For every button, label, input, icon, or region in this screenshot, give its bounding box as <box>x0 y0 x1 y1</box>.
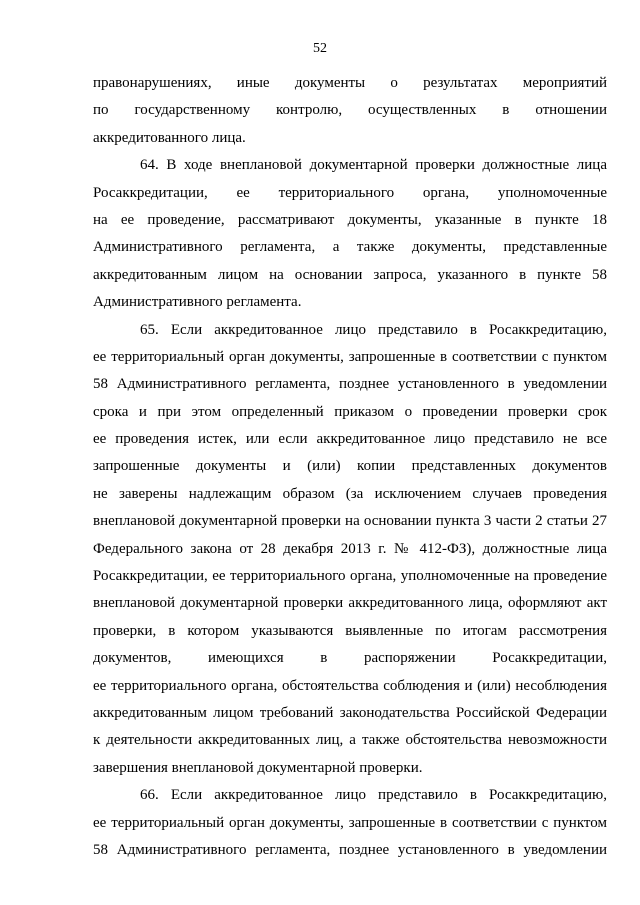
text-line: ее проведения истек, или если аккредитованное лицо представило не все <box>93 431 607 448</box>
text-line: ее территориальный орган документы, запрошенные в соответствии с пунктом <box>93 814 607 831</box>
text-line: Росаккредитации, ее территориального органа, уполномоченные на проведение <box>93 568 607 585</box>
document-body <box>93 70 607 864</box>
text-line: завершения внеплановой документарной проверки. <box>93 759 423 776</box>
text-line: к деятельности аккредитованных лиц, а также обстоятельства невозможности <box>93 732 607 749</box>
text-line: на ее проведение, рассматривают документы, указанные в пункте 18 <box>93 211 607 228</box>
text-line: Росаккредитации, ее территориального органа, уполномоченные <box>93 184 607 201</box>
page-number: 52 <box>313 41 327 56</box>
text-line: внеплановой документарной проверки аккредитованного лица, оформляют акт <box>93 595 607 612</box>
text-line: срока и при этом определенный приказом о проведении проверки срок <box>93 403 607 420</box>
text-line: запрошенные документы и (или) копии представленных документов <box>93 458 607 475</box>
paragraph-64-start: 64. В ходе внеплановой документарной проверки должностные лица <box>140 157 607 174</box>
text-line: ее территориальный орган документы, запрошенные в соответствии с пунктом <box>93 348 607 365</box>
text-line: правонарушениях, иные документы о результатах мероприятий <box>93 75 607 91</box>
text-line: 58 Административного регламента, позднее установленного в уведомлении <box>93 841 607 858</box>
text-line: 58 Административного регламента, позднее установленного в уведомлении <box>93 376 607 393</box>
text-line: Административного регламента. <box>93 294 302 311</box>
text-line: аккредитованного лица. <box>93 129 246 146</box>
text-line: не заверены надлежащим образом (за исключением случаев проведения <box>93 485 607 502</box>
text-line: Административного регламента, а также документы, представленные <box>93 239 607 256</box>
text-line: по государственному контролю, осуществленных в отношении <box>93 102 607 119</box>
paragraph-66-start: 66. Если аккредитованное лицо представило в Росаккредитацию, <box>140 787 607 804</box>
text-line: внеплановой документарной проверки на основании пункта 3 части 2 статьи 27 <box>93 513 607 530</box>
text-line: проверки, в котором указываются выявленные по итогам рассмотрения <box>93 622 607 639</box>
text-line: Федерального закона от 28 декабря 2013 г. № 412-ФЗ), должностные лица <box>93 540 607 557</box>
text-line: документов, имеющихся в распоряжении Росаккредитации, <box>93 650 607 667</box>
text-line: аккредитованным лицом требований законодательства Российской Федерации <box>93 704 607 721</box>
text-line: аккредитованным лицом на основании запроса, указанного в пункте 58 <box>93 266 607 283</box>
paragraph-65-start: 65. Если аккредитованное лицо представило в Росаккредитацию, <box>140 321 607 338</box>
text-line: ее территориального органа, обстоятельства соблюдения и (или) несоблюдения <box>93 677 607 694</box>
